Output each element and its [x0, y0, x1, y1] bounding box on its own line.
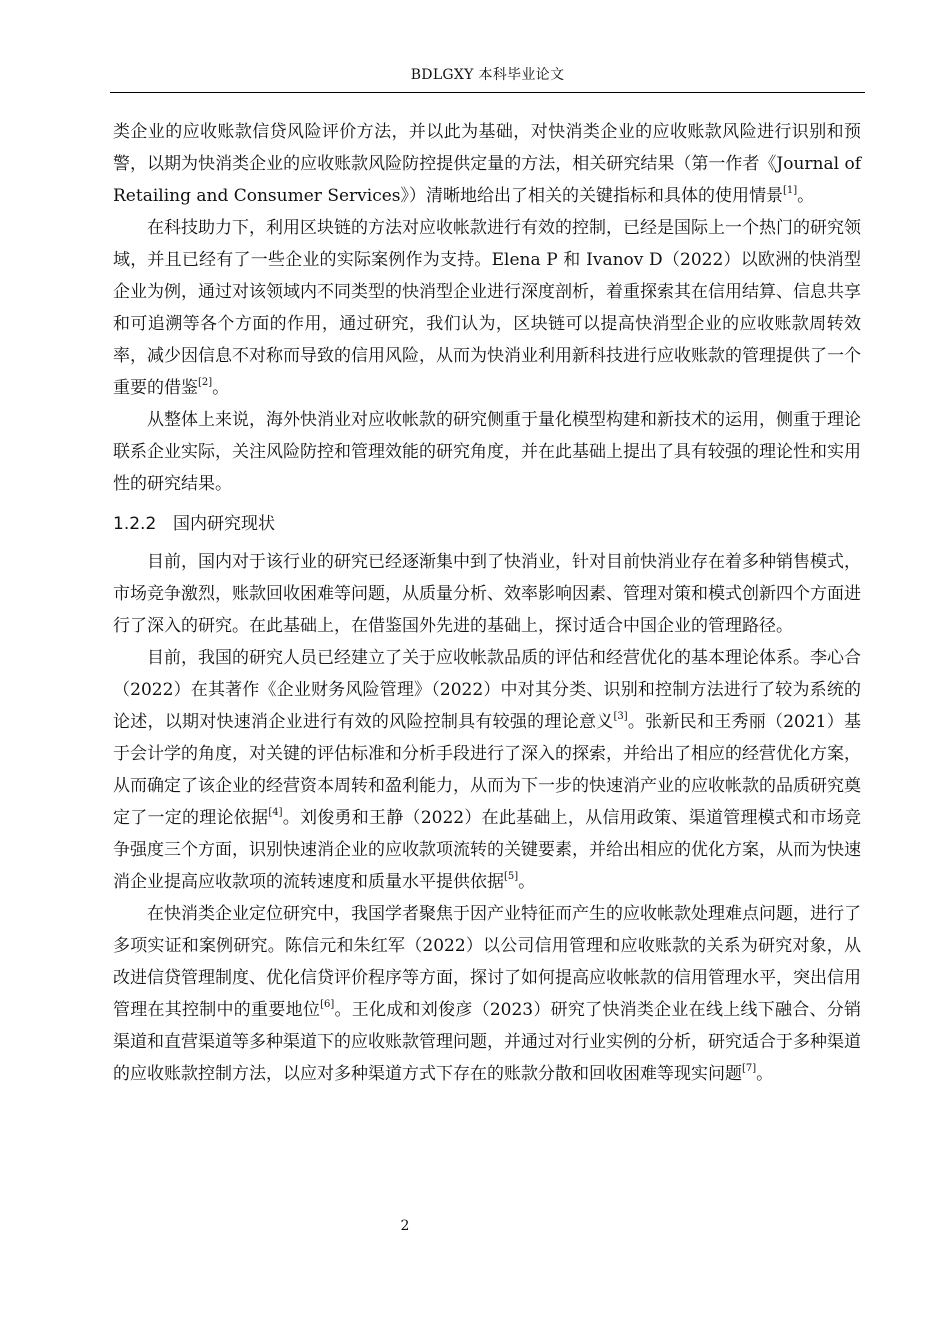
page-body [113, 116, 861, 1090]
citation: [1] [783, 185, 798, 196]
paragraph: 目前，国内对于该行业的研究已经逐渐集中到了快消业，针对目前快消业存在着多种销售模式，市场竞争激烈，账款回收困难等问题，从质量分析、效率影响因素、管理对策和模式创新四个方面进行了深入的研究。在此基础上，在借鉴国外先进的基础上，探讨适合中国企业的管理路径。 [113, 552, 861, 636]
page-header: BDLGXY 本科毕业论文 [410, 67, 565, 83]
citation: [5] [504, 871, 519, 882]
paragraph-text: 目前，我国的研究人员已经建立了关于应收帐款品质的评估和经营优化的基本理论体系。李心合（2022）在其著作《企业财务风险管理》（2022）中对其分类、识别和控制方法进行了较为系统的论述，以期对快速消企业进行有效的风险控制具有较强的理论意义 [113, 648, 861, 732]
paragraph-text: 。王化成和刘俊彦（2023）研究了快消类企业在线上线下融合、分销渠道和直营渠道等多种渠道下的应收账款管理问题，并通过对行业实例的分析，研究适合于多种渠道的应收账款控制方法，以应对多种渠道方式下存在的账款分散和回收困难等现实问题 [113, 1000, 861, 1084]
citation: [4] [268, 807, 283, 818]
paragraph [113, 212, 861, 404]
citation: [7] [742, 1063, 757, 1074]
paragraph: 从整体上来说，海外快消业对应收帐款的研究侧重于量化模型构建和新技术的运用，侧重于理论联系企业实际，关注风险防控和管理效能的研究角度，并在此基础上提出了具有较强的理论性和实用性的研究结果。 [113, 410, 861, 494]
paragraph-text: 。刘俊勇和王静（2022）在此基础上，从信用政策、渠道管理模式和市场竞争强度三个方面，识别快速消企业的应收款项流转的关键要素，并给出相应的优化方案，从而为快速消企业提高应收款项的流转速度和质量水平提供依据 [113, 808, 862, 892]
punctuation: 。 [756, 1064, 774, 1084]
citation: [2] [198, 377, 213, 388]
section-number: 1.2.2 [113, 514, 157, 534]
paragraph [113, 642, 861, 898]
section-heading [113, 508, 861, 540]
paragraph-text: 在快消类企业定位研究中，我国学者聚焦于因产业特征而产生的应收帐款处理难点问题，进行了多项实证和案例研究。陈信元和朱红军（2022）以公司信用管理和应收账款的关系为研究对象，从改进信贷管理制度、优化信贷评价程序等方面，探讨了如何提高应收帐款的信用管理水平，突出信用管理在其控制中的重要地位 [113, 904, 861, 1020]
paragraph-text: 类企业的应收账款信贷风险评价方法，并以此为基础，对快消类企业的应收账款风险进行识别和预警，以期为快消类企业的应收账款风险防控提供定量的方法，相关研究结果（第一作者《Journal of Retailing and Consumer Services》）清晰地给出了相关的关键指标和具体的使用情景 [113, 122, 861, 206]
page-number: 2 [400, 1218, 410, 1234]
section-title: 国内研究现状 [173, 514, 275, 534]
paragraph-text: 。张新民和王秀丽（2021）基于会计学的角度，对关键的评估标准和分析手段进行了深入的探索，并给出了相应的经营优化方案，从而确定了该企业的经营资本周转和盈利能力，从而为下一步的快速消产业的应收帐款的品质研究奠定了一定的理论依据 [113, 712, 862, 828]
paragraph [113, 898, 861, 1090]
citation: [3] [613, 711, 628, 722]
paragraph-text: 在科技助力下，利用区块链的方法对应收帐款进行有效的控制，已经是国际上一个热门的研究领域，并且已经有了一些企业的实际案例作为支持。Elena P 和 Ivanov D（2022）以欧洲的快消型企业为例，通过对该领域内不同类型的快消型企业进行深度剖析，着重探索其在信用结算、信息共享和可追溯等各个方面的作用，通过研究，我们认为，区块链可以提高快消型企业的应收账款周转效率，减少因信息不对称而导致的信用风险，从而为快消业利用新科技进行应收账款的管理提供了一个重要的借鉴 [113, 218, 861, 398]
punctuation: 。 [212, 378, 230, 398]
citation: [6] [320, 999, 335, 1010]
paragraph [113, 116, 861, 212]
punctuation: 。 [518, 872, 536, 892]
punctuation: 。 [797, 186, 815, 206]
header-rule [110, 92, 865, 93]
